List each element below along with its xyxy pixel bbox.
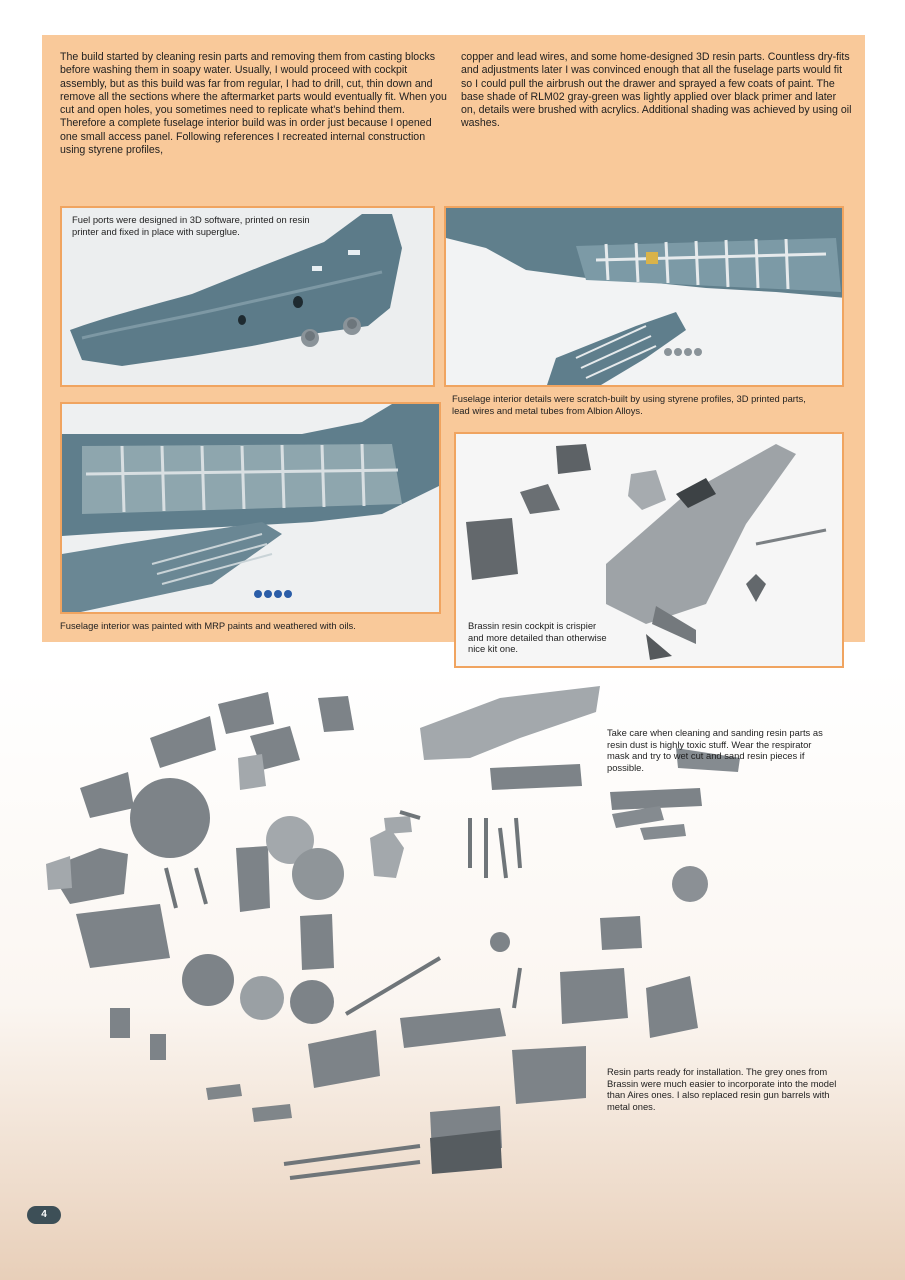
photo-brassin-cockpit [454, 432, 844, 668]
caption-fuselage-painted: Fuselage interior was painted with MRP paints and weathered with oils. [60, 620, 356, 631]
fuselage-interior-illustration [446, 208, 844, 387]
photo-fuselage-painted [60, 402, 441, 614]
photo-fuselage-details [444, 206, 844, 387]
photo-fuel-ports [60, 206, 435, 387]
caption-resin-dust: Take care when cleaning and sanding resin parts as resin dust is highly toxic stuff. Wear the respirator mask and try to wet cut and sand resin pieces if possible. [607, 727, 823, 773]
article-column-2: copper and lead wires, and some home-designed 3D resin parts. Countless dry-fits and adjustments later I was convinced enough that all the fuselage parts would fit so I could pull the airbrush out the drawer and sprayed a few coats of paint. The base shade of RLM02 gray-green was lightly applied over black primer and later on, details were brushed with acrylics. Additional shading was achieved by using oil washes. [461, 51, 852, 130]
painted-fuselage-illustration [62, 404, 441, 614]
page-number-badge: 4 [27, 1206, 61, 1224]
article-column-1: The build started by cleaning resin parts and removing them from casting blocks before washing them in soapy water. Usually, I would proceed with cockpit assembly, but as this build was far from regular, I had to drill, cut, thin down and remove all the sections where the aftermarket parts would eventually fit. When you cut and open holes, you sometimes need to replicate what's behind them. Therefore a complete fuselage interior build was in order just because I opened one small access panel. Following references I recreated internal construction using styrene profiles, [60, 51, 447, 157]
caption-brassin-cockpit: Brassin resin cockpit is crispier and more detailed than otherwise nice kit one. [468, 620, 607, 654]
caption-resin-parts: Resin parts ready for installation. The grey ones from Brassin were much easier to incorporate into the model than Aires ones. I also replaced resin gun barrels with metal ones. [607, 1066, 837, 1112]
caption-fuel-ports: Fuel ports were designed in 3D software, printed on resin printer and fixed in place with superglue. [72, 214, 310, 237]
caption-fuselage-details: Fuselage interior details were scratch-built by using styrene profiles, 3D printed parts, lead wires and metal tubes from Albion Alloys. [452, 393, 806, 416]
